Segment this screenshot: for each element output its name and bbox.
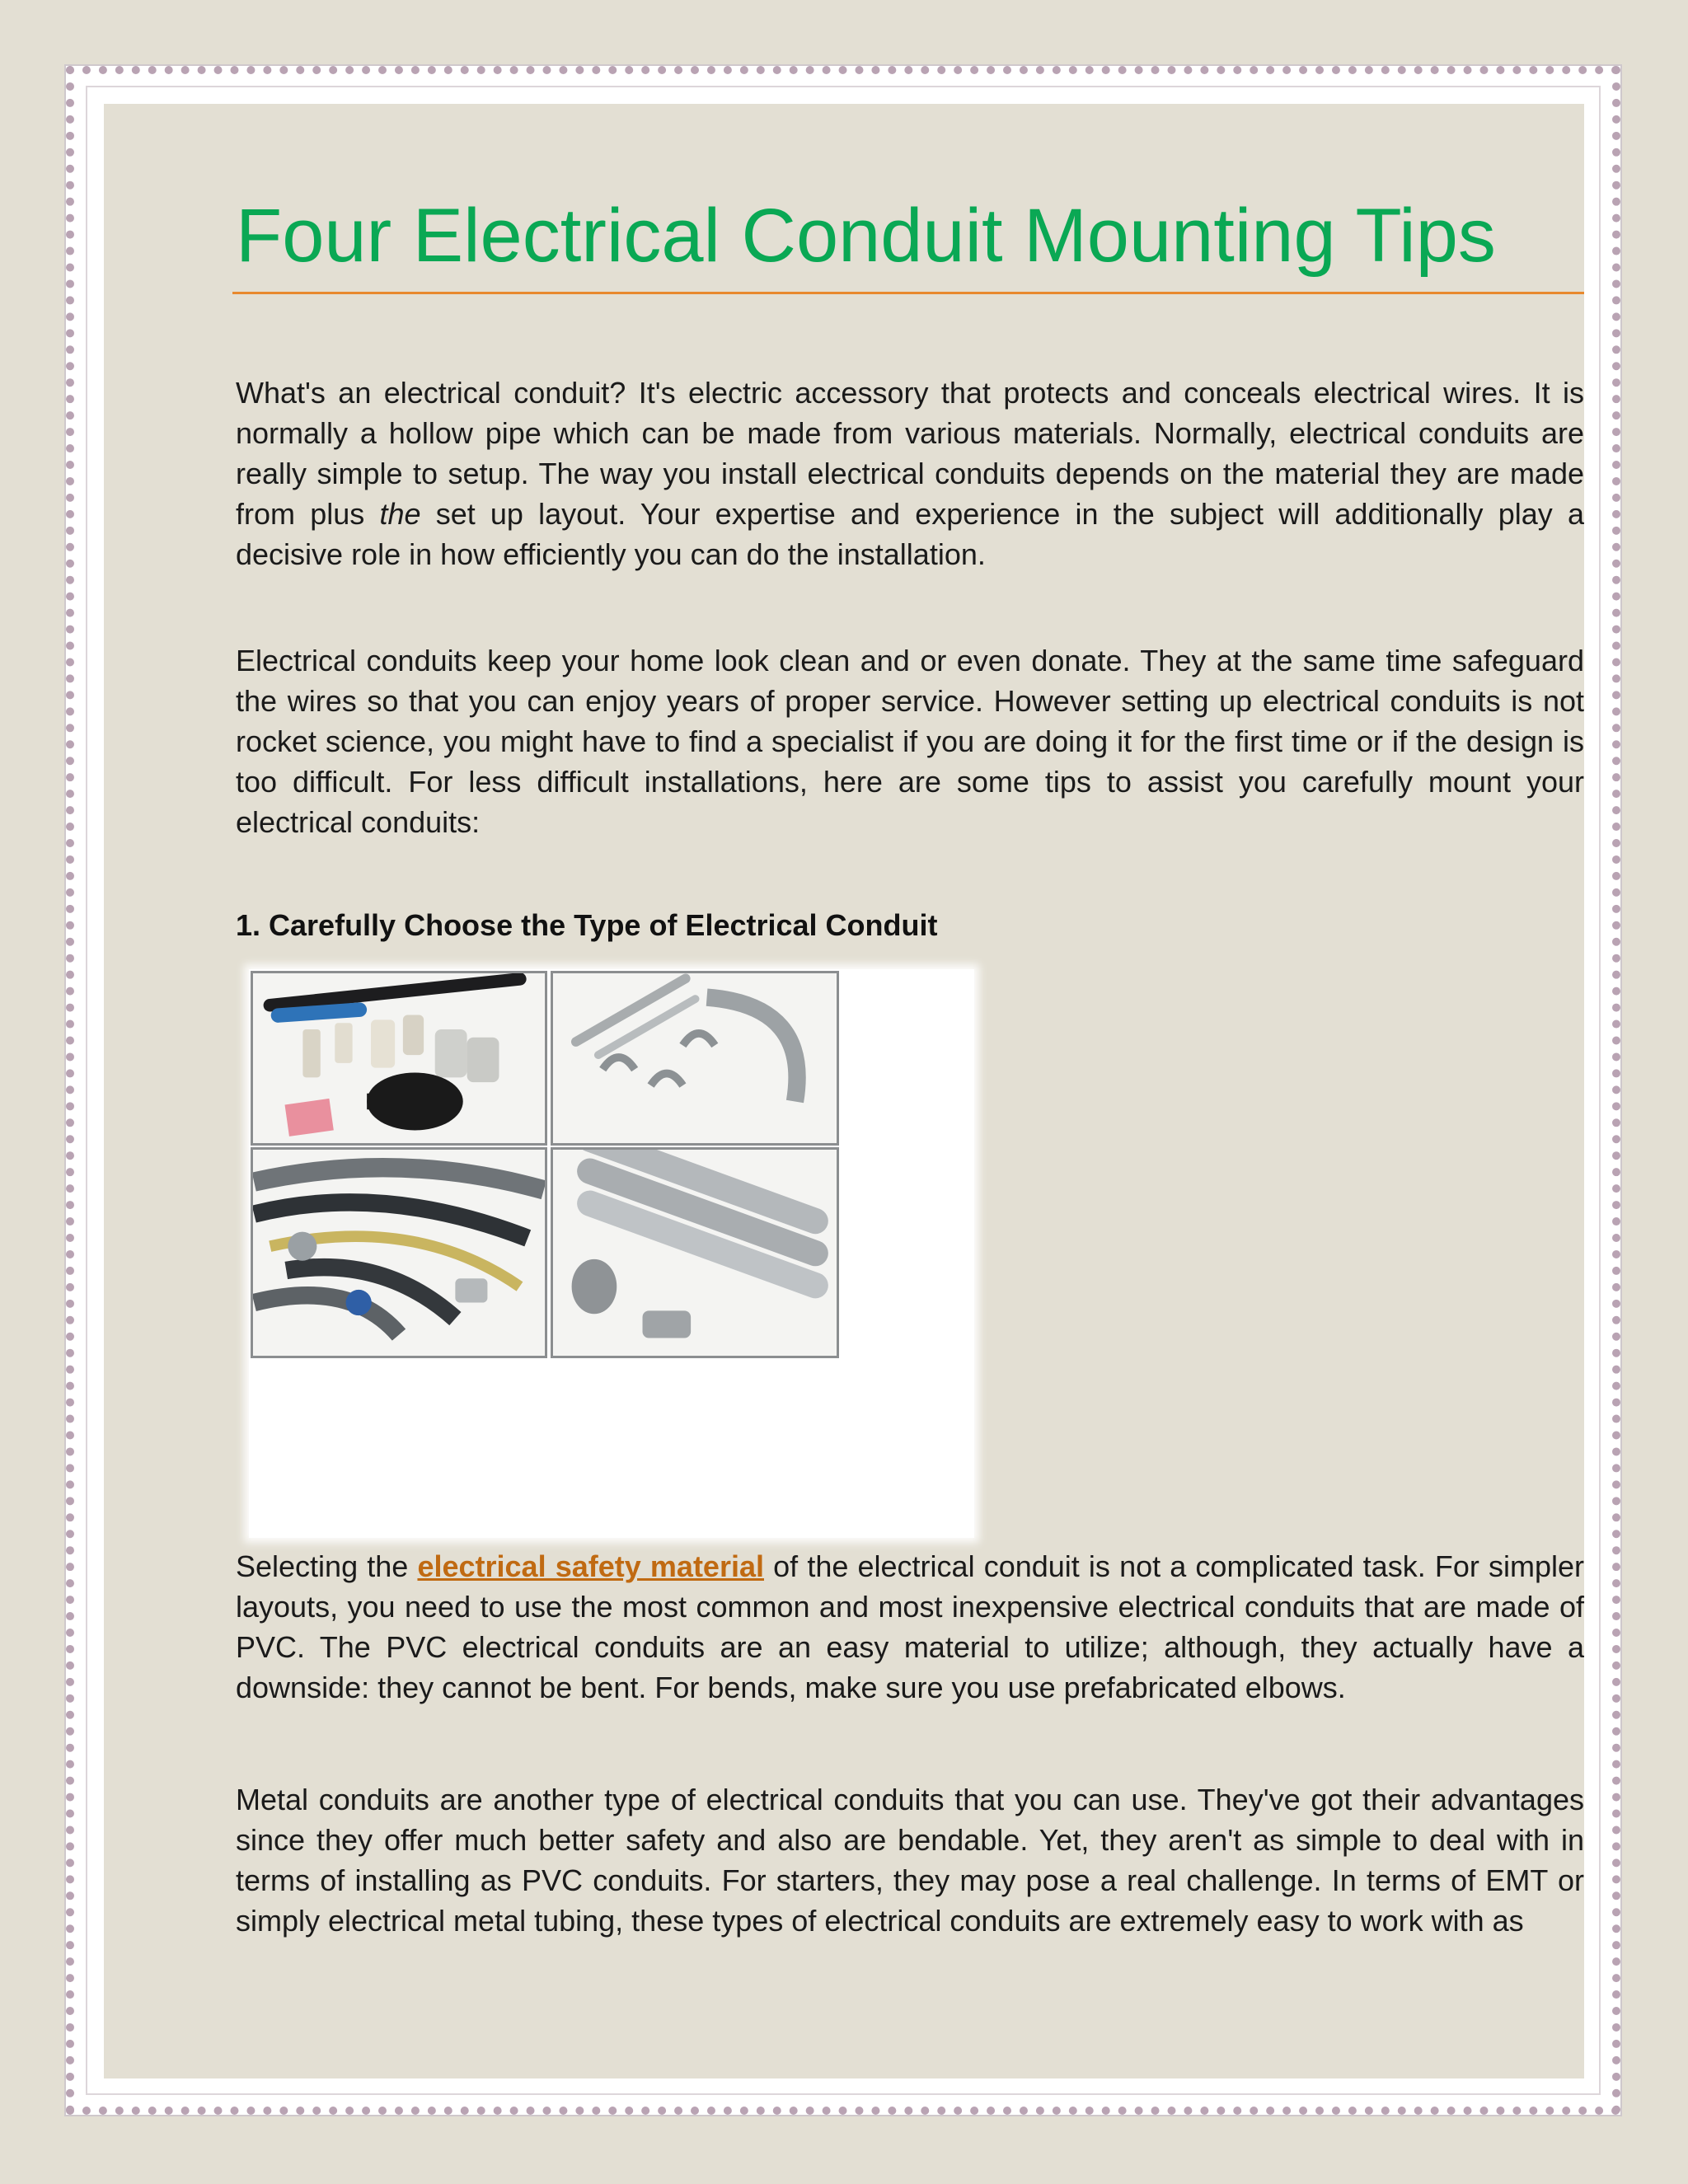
rigid-metal-conduit-photo [551,1147,839,1358]
section-heading-1: 1. Carefully Choose the Type of Electrical Conduit [236,908,938,942]
conduit-photo-grid [251,971,852,1358]
pvc-fittings-photo [251,971,547,1146]
document-title: Four Electrical Conduit Mounting Tips [236,194,1496,278]
electrical-safety-material-link[interactable]: electrical safety material [417,1549,764,1583]
paragraph-pvc-start: Selecting the [236,1549,409,1583]
paragraph-intro-end: set up layout. Your expertise and experience in the subject will additionally play a decisive role in how efficiently you can do the installation. [236,497,1584,571]
paragraph-metal: Metal conduits are another type of electrical conduits that you can use. They've got their advantages since they offer much better safety and also are bendable. Yet, they aren't as simple to deal with in terms of installing as PVC conduits. For starters, they may pose a real challenge. In terms of EMT or simply electrical metal tubing, these types of electrical conduits are extremely easy to work with as [236,1783,1584,1938]
paragraph-intro-italic: the [379,497,421,531]
conduit-types-image [249,969,974,1538]
paragraph-benefits: Electrical conduits keep your home look clean and or even donate. They at the same time safeguard the wires so that you can enjoy years of proper service. However setting up electrical conduits is not rocket science, you might have to find a specialist if you are doing it for the first time or if the design is too difficult. For less difficult installations, here are some tips to assist you carefully mount your electrical conduits: [236,644,1584,839]
paragraph-pvc [236,1546,1584,1708]
flexible-conduit-photo [251,1147,547,1358]
paragraph-intro [236,373,1584,574]
document-page [104,104,1584,2079]
metal-straps-photo [551,971,839,1146]
paragraph-intro-text: What's an electrical conduit? It's electric accessory that protects and conceals electrical wires. It is normally a hollow pipe which can be made from various materials. Normally, electrical conduits are really simple to setup. The way you install electrical conduits depends on the material they are made from plus [236,376,1584,531]
paragraph-pvc-end: of the electrical conduit is not a complicated task. For simpler layouts, you need to use the most common and most inexpensive electrical conduits that are made of PVC. The PVC electrical conduits are an easy material to utilize; although, they actually have a downside: they cannot be bent. For bends, make sure you use prefabricated elbows. [236,1549,1584,1704]
title-underline [232,292,1584,294]
